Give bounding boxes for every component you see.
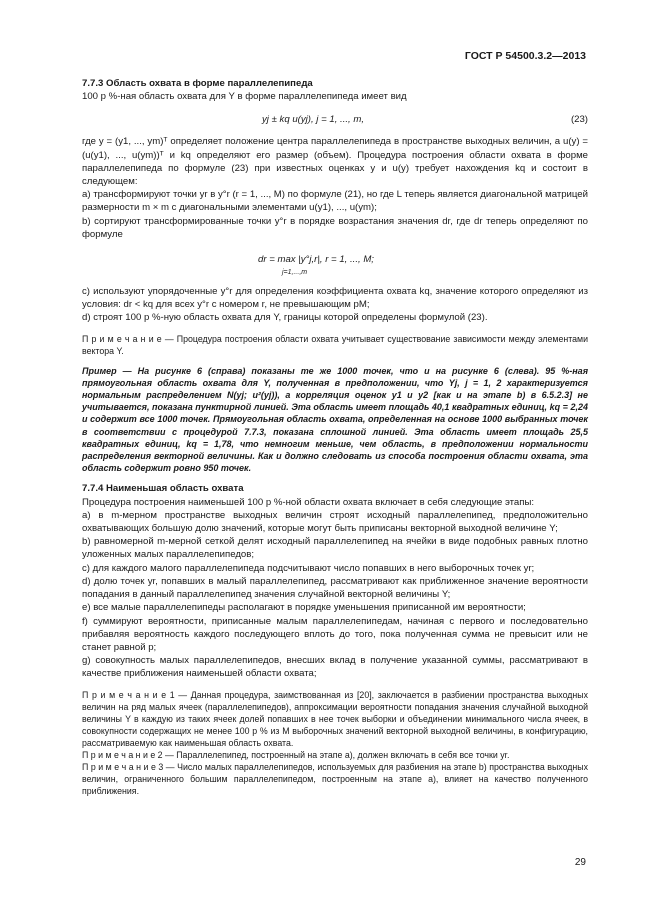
equation-23-number: (23) [570, 114, 588, 126]
page-content [82, 77, 588, 797]
note: П р и м е ч а н и е 2 — Параллелепипед, построенный на этапе а), должен включать в себя все точки yr. [82, 749, 510, 760]
list-item: d) долю точек yr, попавших в малый параллелепипед, рассматривают как приближенное значение вероятности попадания в данный параллелепипед значения случайной векторной величины Y; [82, 575, 588, 601]
list-item: f) суммируют вероятности, приписанные малым параллелепипедам, начиная с первого и последовательно прибавляя вероятность каждого последующего вплоть до того, пока полученная сумма не превысит или не станет равной p; [82, 615, 588, 653]
section-heading-7-7-4: 7.7.4 Наименьшая область охвата [82, 483, 244, 495]
list-item: с) для каждого малого параллелепипеда подсчитывают число попавших в него выборочных точек yr; [82, 562, 535, 574]
section-intro: 100 p %-ная область охвата для Y в форме параллелепипеда имеет вид [82, 91, 407, 103]
list-item: g) совокупность малых параллелепипедов, внесших вклад в получение указанной суммы, рассматривают в качестве приближения наименьшей области охвата; [82, 655, 588, 680]
equation-d [82, 247, 588, 279]
note: П р и м е ч а н и е 1 — Данная процедура, заимствованная из [20], заключается в разбиении пространства выходных величин на ряд малых ячеек (параллелепипедов), аппроксимации вероятности попадания значения случайной выходной величины Y в каждую из таких ячеек долей попавших в нее точек выборки и объединении минимального числа ячеек, в совокупности содержащих не менее 100 p % из M выборочных значений векторной выходной величины, в конфигурацию, рассматриваемую как наименьшая область охвата. [82, 689, 588, 748]
equation-d-subscript: j=1,...,m [282, 269, 308, 277]
list-item: b) равномерной m-мерной сеткой делят исходный параллелепипед на ячейки в виде подобных равных плотно уложенных малых параллелепипедов; [82, 536, 588, 561]
list-item: с) используют упорядоченные y°r для определения коэффициента охвата kq, значение которого определяют из условия: dr < kq для всех y°r с номером r, не превышающим pM; [82, 286, 588, 311]
note: П р и м е ч а н и е 3 — Число малых параллелепипедов, используемых для разбиения на этапе b) пространства выходных величин, ограниченного большим параллелепипедом, построенным на этапе а), влияет на качество полученного приближения. [82, 761, 588, 796]
list-item: е) все малые параллелепипеды располагают в порядке уменьшения приписанной им вероятности; [82, 602, 526, 614]
list-item: а) в m-мерном пространстве выходных величин строят исходный параллелепипед, предположительно охватывающих большую долю значений, которые могут быть приписаны векторной выходной величине Y; [82, 509, 588, 535]
equation-23 [82, 109, 588, 131]
list-item: а) трансформируют точки yr в y°r (r = 1, ..., M) по формуле (21), но где L теперь является диагональной матрицей размерности m × m с диагональными элементами u(y1), ..., u(ym); [82, 189, 588, 214]
section-intro: Процедура построения наименьшей 100 p %-ной области охвата включает в себя следующие этапы: [82, 496, 535, 508]
document-header: ГОСТ Р 54500.3.2—2013 [464, 50, 586, 62]
list-item: d) строят 100 p %-ную область охвата для Y, границы которой определены формулой (23). [82, 312, 488, 324]
equation-d-formula: dr = max |y°j,r|, r = 1, ..., M; [258, 254, 374, 266]
paragraph: где y = (y1, ..., ym)ᵀ определяет положение центра параллелепипеда в пространстве выходных величин, а u(y) = (u(y1), ..., u(ym))ᵀ и kq определяют его размер (объем). Процедура построения области охвата в форме параллелепипеда по формуле (23) при известных оценках y и u(y) требует нахождения kq и состоит в следующем: [82, 136, 588, 188]
list-item: b) сортируют трансформированные точки y°r в порядке возрастания значения dr, где dr теперь определяют по формуле [82, 215, 588, 240]
section-heading-7-7-3: 7.7.3 Область охвата в форме параллелепипеда [82, 78, 313, 89]
note: П р и м е ч а н и е — Процедура построения области охвата учитывает существование зависимости между элементами вектора Y. [82, 333, 588, 356]
equation-23-formula: yj ± kq u(yj), j = 1, ..., m, [262, 114, 365, 126]
example: Пример — На рисунке 6 (справа) показаны те же 1000 точек, что и на рисунке 6 (слева). 95 %-ная прямоугольная область охвата для Y, полученная в предположении, что Yj, j = 1, 2 характеризуется нормальным распределением N(yj; u²(yj)), а корреляция оценок y1 и y2 [как и на этапе b) в 6.5.2.3] не учитывается, показана пунктирной линией. Эта область имеет площадь 40,1 квадратных единиц, kq = 2,24 и содержит все 1000 точек. Прямоугольная область охвата, определенная на основе 1000 выбранных точек в соответствии с процедурой 7.7.3, показана сплошной линией. Эта область имеет площадь 25,5 квадратных единиц, kq = 1,78, что немногим меньше, чем область, в предположении нормальности распределения векторной величины. Как и должно следовать из способа построения области охвата, эта область содержит ровно 950 точек. [82, 365, 588, 474]
page-number: 29 [574, 857, 586, 868]
